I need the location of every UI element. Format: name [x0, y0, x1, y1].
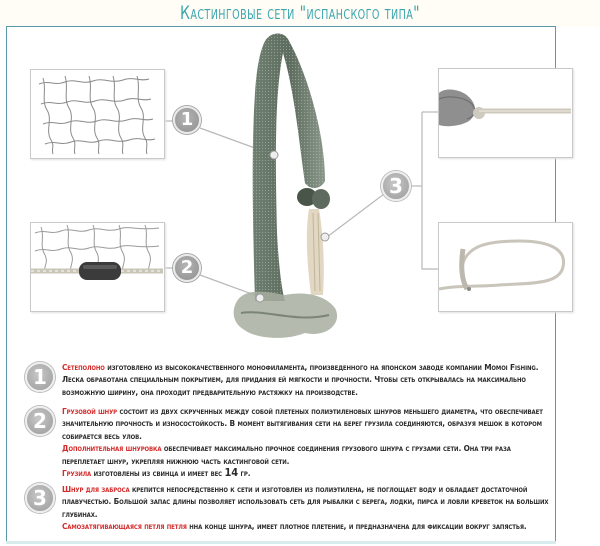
callout-badge-1: 1 — [173, 106, 201, 134]
section-1-paragraph-1 — [62, 361, 554, 398]
lead-line-photo — [30, 222, 165, 312]
section-2-description — [62, 405, 554, 479]
term-extra-lacing: Дополнительная шнуровка — [62, 443, 162, 454]
marker-point-3 — [321, 233, 329, 241]
net-mesh-photo — [30, 69, 165, 159]
lead-line-text: состоит из двух скрученных между собой плетеных полиэтиленовых шнуров меньшего диаметра, что обеспечивает значительную прочность и износостойкость. В момент вытягивания сети на берег грузила соединяются, образуя мешок в котором собирается весь улов. — [62, 406, 543, 441]
callout-badge-2: 2 — [173, 254, 201, 282]
section-1-description — [62, 361, 554, 398]
net-mesh-icon — [31, 70, 163, 157]
page-title: Кастинговые сети "испанского типа" — [179, 2, 421, 24]
loop-icon — [439, 223, 571, 310]
section-3-description — [62, 483, 554, 533]
sinker-icon — [31, 223, 163, 310]
wrist-loop-photo — [438, 222, 573, 312]
wrist-loop-text: нна конце шнура, имеет плотное плетение, и предназначена для фиксации вокруг запястья. — [186, 521, 527, 532]
section-2-paragraph-2 — [62, 442, 554, 467]
section-badge-3: 3 — [25, 483, 55, 513]
section-2-paragraph-3 — [62, 467, 554, 479]
netting-text: изготовлено из высококачественного монофиламента, произведенного на японском заводе компании Momoi Fishing. Леска обработана специальным покрытием, для придания ей мягкости и прочности. Чтобы сеть открывалась на максимально возможную ширину, она проходит предварительную растяжку на производстве. — [62, 362, 539, 397]
hand-line-photo — [438, 68, 573, 158]
title-bar — [0, 0, 600, 27]
term-hand-line: Шнур для заброса — [62, 484, 130, 494]
section-2-paragraph-1 — [62, 405, 554, 442]
term-wrist-loop: Самозатягивающаяся петля петля — [62, 521, 187, 532]
hand-line-text: крепится непосредственно к сети и изготовлен из полиэтилена, не поглощает воду и обладает достаточной плавучестью. Большой запас длины позволяет использовать сеть для рыбалки с берега, лодки, пирса и ловли креветок на больших глубинах. — [62, 484, 549, 519]
section-3-paragraph-1 — [62, 483, 554, 520]
term-netting: Сетеполоно — [62, 362, 105, 372]
section-badge-1: 1 — [25, 362, 55, 392]
section-badge-2: 2 — [25, 406, 55, 436]
extra-lacing-text: обеспечивает максимально прочное соединения грузового шнура с грузами сети. Она три раза переплетает шнур, укрепляя нижнюю часть кастинговой сети. — [62, 443, 511, 466]
sinkers-text: изготовлены из свинца и имеет вес — [91, 468, 225, 479]
term-sinkers: Грузила — [62, 468, 92, 479]
term-lead-line: Грузовой шнур — [62, 406, 118, 416]
section-3-paragraph-2 — [62, 520, 554, 532]
frame-shadow — [6, 541, 556, 544]
marker-point-2 — [256, 294, 264, 302]
marker-point-1 — [270, 151, 278, 159]
sinker-weight: 14 — [224, 466, 239, 480]
cast-net-image — [225, 33, 385, 348]
callout-badge-3: 3 — [381, 171, 411, 201]
sinker-weight-unit: гр. — [238, 468, 251, 479]
rope-icon — [439, 69, 571, 156]
